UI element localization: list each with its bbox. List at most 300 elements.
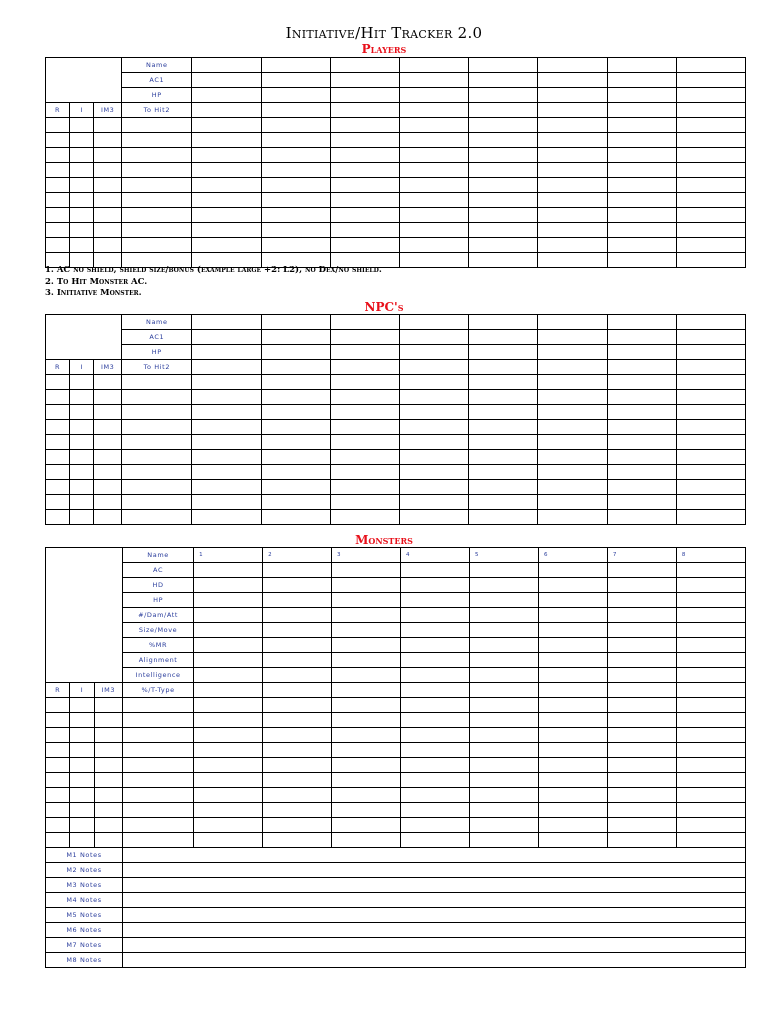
monsters-size-cell[interactable] bbox=[676, 623, 745, 638]
monsters-ac-cell[interactable] bbox=[263, 563, 332, 578]
players-data-cell[interactable] bbox=[469, 208, 538, 223]
npcs-data-cell[interactable] bbox=[122, 495, 192, 510]
npcs-hp-cell[interactable] bbox=[607, 345, 676, 360]
npcs-data-cell[interactable] bbox=[46, 465, 70, 480]
npcs-data-cell[interactable] bbox=[330, 420, 399, 435]
players-data-cell[interactable] bbox=[607, 238, 676, 253]
npcs-data-cell[interactable] bbox=[538, 435, 607, 450]
players-data-cell[interactable] bbox=[399, 133, 468, 148]
players-data-cell[interactable] bbox=[607, 178, 676, 193]
players-data-cell[interactable] bbox=[469, 178, 538, 193]
monsters-data-cell[interactable] bbox=[94, 713, 122, 728]
npcs-data-cell[interactable] bbox=[122, 450, 192, 465]
players-data-cell[interactable] bbox=[192, 118, 261, 133]
monsters-data-cell[interactable] bbox=[123, 803, 194, 818]
monsters-data-cell[interactable] bbox=[46, 833, 70, 848]
npcs-data-cell[interactable] bbox=[94, 435, 122, 450]
players-data-cell[interactable] bbox=[676, 223, 745, 238]
monsters-data-cell[interactable] bbox=[46, 818, 70, 833]
monsters-hp-cell[interactable] bbox=[194, 593, 263, 608]
monsters-data-cell[interactable] bbox=[401, 758, 470, 773]
players-to-hit-cell[interactable] bbox=[330, 103, 399, 118]
npcs-data-cell[interactable] bbox=[399, 420, 468, 435]
npcs-data-cell[interactable] bbox=[538, 480, 607, 495]
players-data-cell[interactable] bbox=[399, 208, 468, 223]
monsters-data-cell[interactable] bbox=[123, 833, 194, 848]
monsters-data-cell[interactable] bbox=[263, 698, 332, 713]
players-data-cell[interactable] bbox=[94, 163, 122, 178]
players-data-cell[interactable] bbox=[261, 133, 330, 148]
players-data-cell[interactable] bbox=[607, 208, 676, 223]
players-data-cell[interactable] bbox=[330, 118, 399, 133]
players-data-cell[interactable] bbox=[607, 163, 676, 178]
monsters-alignment-cell[interactable] bbox=[607, 653, 676, 668]
npcs-data-cell[interactable] bbox=[330, 495, 399, 510]
monster-notes-field[interactable] bbox=[123, 923, 746, 938]
players-data-cell[interactable] bbox=[70, 238, 94, 253]
monsters-data-cell[interactable] bbox=[469, 788, 538, 803]
monsters-data-cell[interactable] bbox=[194, 743, 263, 758]
players-name-cell[interactable] bbox=[607, 58, 676, 73]
players-data-cell[interactable] bbox=[70, 163, 94, 178]
players-name-cell[interactable] bbox=[538, 58, 607, 73]
monsters-data-cell[interactable] bbox=[332, 728, 401, 743]
monsters-size-cell[interactable] bbox=[607, 623, 676, 638]
monsters-intelligence-cell[interactable] bbox=[676, 668, 745, 683]
players-data-cell[interactable] bbox=[70, 193, 94, 208]
npcs-data-cell[interactable] bbox=[192, 510, 261, 525]
monsters-data-cell[interactable] bbox=[263, 728, 332, 743]
monsters-data-cell[interactable] bbox=[194, 713, 263, 728]
npcs-data-cell[interactable] bbox=[70, 465, 94, 480]
monsters-hd-cell[interactable] bbox=[676, 578, 745, 593]
monsters-intelligence-cell[interactable] bbox=[263, 668, 332, 683]
monsters-dam-cell[interactable] bbox=[676, 608, 745, 623]
monsters-data-cell[interactable] bbox=[46, 803, 70, 818]
npcs-data-cell[interactable] bbox=[469, 480, 538, 495]
players-data-cell[interactable] bbox=[538, 148, 607, 163]
players-data-cell[interactable] bbox=[676, 208, 745, 223]
players-to-hit-cell[interactable] bbox=[469, 103, 538, 118]
players-hp-cell[interactable] bbox=[607, 88, 676, 103]
npcs-data-cell[interactable] bbox=[330, 375, 399, 390]
npcs-data-cell[interactable] bbox=[122, 465, 192, 480]
players-data-cell[interactable] bbox=[261, 208, 330, 223]
players-data-cell[interactable] bbox=[122, 163, 192, 178]
players-data-cell[interactable] bbox=[192, 223, 261, 238]
npcs-data-cell[interactable] bbox=[538, 450, 607, 465]
npcs-data-cell[interactable] bbox=[399, 375, 468, 390]
monsters-mr-cell[interactable] bbox=[469, 638, 538, 653]
monsters-hp-cell[interactable] bbox=[401, 593, 470, 608]
monsters-data-cell[interactable] bbox=[401, 743, 470, 758]
npcs-name-cell[interactable] bbox=[676, 315, 745, 330]
players-data-cell[interactable] bbox=[94, 238, 122, 253]
monsters-ac-cell[interactable] bbox=[469, 563, 538, 578]
monsters-data-cell[interactable] bbox=[123, 818, 194, 833]
monsters-data-cell[interactable] bbox=[401, 713, 470, 728]
npcs-data-cell[interactable] bbox=[94, 465, 122, 480]
npcs-data-cell[interactable] bbox=[94, 420, 122, 435]
monsters-alignment-cell[interactable] bbox=[263, 653, 332, 668]
npcs-name-cell[interactable] bbox=[261, 315, 330, 330]
npcs-data-cell[interactable] bbox=[94, 375, 122, 390]
npcs-data-cell[interactable] bbox=[330, 450, 399, 465]
monsters-ac-cell[interactable] bbox=[194, 563, 263, 578]
players-data-cell[interactable] bbox=[122, 148, 192, 163]
monsters-mr-cell[interactable] bbox=[607, 638, 676, 653]
monsters-hp-cell[interactable] bbox=[332, 593, 401, 608]
monsters-mr-cell[interactable] bbox=[332, 638, 401, 653]
players-data-cell[interactable] bbox=[70, 178, 94, 193]
players-data-cell[interactable] bbox=[330, 208, 399, 223]
npcs-data-cell[interactable] bbox=[94, 405, 122, 420]
npcs-data-cell[interactable] bbox=[46, 480, 70, 495]
players-data-cell[interactable] bbox=[122, 133, 192, 148]
npcs-data-cell[interactable] bbox=[261, 420, 330, 435]
npcs-data-cell[interactable] bbox=[122, 435, 192, 450]
players-data-cell[interactable] bbox=[261, 148, 330, 163]
players-hp-cell[interactable] bbox=[192, 88, 261, 103]
monsters-data-cell[interactable] bbox=[538, 803, 607, 818]
npcs-hp-cell[interactable] bbox=[538, 345, 607, 360]
players-name-cell[interactable] bbox=[399, 58, 468, 73]
npcs-data-cell[interactable] bbox=[70, 390, 94, 405]
npcs-hp-cell[interactable] bbox=[192, 345, 261, 360]
players-name-cell[interactable] bbox=[261, 58, 330, 73]
players-data-cell[interactable] bbox=[538, 238, 607, 253]
players-data-cell[interactable] bbox=[676, 178, 745, 193]
monsters-data-cell[interactable] bbox=[676, 818, 745, 833]
players-data-cell[interactable] bbox=[70, 118, 94, 133]
players-data-cell[interactable] bbox=[399, 163, 468, 178]
players-data-cell[interactable] bbox=[607, 148, 676, 163]
monsters-data-cell[interactable] bbox=[676, 803, 745, 818]
players-data-cell[interactable] bbox=[607, 118, 676, 133]
players-data-cell[interactable] bbox=[469, 163, 538, 178]
monsters-dam-cell[interactable] bbox=[263, 608, 332, 623]
monsters-data-cell[interactable] bbox=[94, 803, 122, 818]
npcs-data-cell[interactable] bbox=[469, 420, 538, 435]
npcs-data-cell[interactable] bbox=[469, 435, 538, 450]
monsters-ac-cell[interactable] bbox=[607, 563, 676, 578]
monsters-data-cell[interactable] bbox=[123, 773, 194, 788]
monsters-size-cell[interactable] bbox=[332, 623, 401, 638]
monsters-data-cell[interactable] bbox=[469, 698, 538, 713]
npcs-data-cell[interactable] bbox=[399, 405, 468, 420]
npcs-data-cell[interactable] bbox=[192, 420, 261, 435]
npcs-data-cell[interactable] bbox=[676, 480, 745, 495]
monsters-data-cell[interactable] bbox=[70, 743, 94, 758]
players-hp-cell[interactable] bbox=[538, 88, 607, 103]
npcs-name-cell[interactable] bbox=[538, 315, 607, 330]
players-data-cell[interactable] bbox=[46, 118, 70, 133]
monsters-hd-cell[interactable] bbox=[332, 578, 401, 593]
monsters-dam-cell[interactable] bbox=[469, 608, 538, 623]
monsters-data-cell[interactable] bbox=[538, 818, 607, 833]
monsters-data-cell[interactable] bbox=[70, 818, 94, 833]
npcs-data-cell[interactable] bbox=[70, 510, 94, 525]
monsters-ac-cell[interactable] bbox=[401, 563, 470, 578]
monsters-size-cell[interactable] bbox=[469, 623, 538, 638]
monsters-data-cell[interactable] bbox=[538, 773, 607, 788]
players-data-cell[interactable] bbox=[399, 238, 468, 253]
monsters-data-cell[interactable] bbox=[263, 788, 332, 803]
npcs-data-cell[interactable] bbox=[122, 420, 192, 435]
npcs-data-cell[interactable] bbox=[70, 435, 94, 450]
monsters-data-cell[interactable] bbox=[46, 728, 70, 743]
monsters-data-cell[interactable] bbox=[332, 818, 401, 833]
monsters-data-cell[interactable] bbox=[676, 728, 745, 743]
players-data-cell[interactable] bbox=[192, 208, 261, 223]
monsters-data-cell[interactable] bbox=[401, 818, 470, 833]
monsters-data-cell[interactable] bbox=[469, 818, 538, 833]
monsters-data-cell[interactable] bbox=[46, 788, 70, 803]
npcs-data-cell[interactable] bbox=[94, 480, 122, 495]
players-data-cell[interactable] bbox=[538, 133, 607, 148]
monsters-data-cell[interactable] bbox=[607, 713, 676, 728]
npcs-name-cell[interactable] bbox=[469, 315, 538, 330]
npcs-data-cell[interactable] bbox=[676, 495, 745, 510]
monsters-data-cell[interactable] bbox=[469, 728, 538, 743]
npcs-data-cell[interactable] bbox=[46, 435, 70, 450]
monsters-data-cell[interactable] bbox=[332, 803, 401, 818]
monsters-data-cell[interactable] bbox=[123, 743, 194, 758]
npcs-data-cell[interactable] bbox=[192, 465, 261, 480]
players-data-cell[interactable] bbox=[192, 148, 261, 163]
monsters-data-cell[interactable] bbox=[123, 728, 194, 743]
players-data-cell[interactable] bbox=[46, 133, 70, 148]
players-data-cell[interactable] bbox=[46, 178, 70, 193]
monsters-intelligence-cell[interactable] bbox=[194, 668, 263, 683]
players-data-cell[interactable] bbox=[469, 238, 538, 253]
monsters-data-cell[interactable] bbox=[194, 773, 263, 788]
npcs-data-cell[interactable] bbox=[469, 450, 538, 465]
monsters-data-cell[interactable] bbox=[123, 713, 194, 728]
npcs-data-cell[interactable] bbox=[261, 405, 330, 420]
players-data-cell[interactable] bbox=[469, 148, 538, 163]
monsters-hp-cell[interactable] bbox=[469, 593, 538, 608]
players-data-cell[interactable] bbox=[46, 223, 70, 238]
players-name-cell[interactable] bbox=[469, 58, 538, 73]
players-data-cell[interactable] bbox=[192, 238, 261, 253]
monsters-data-cell[interactable] bbox=[538, 833, 607, 848]
players-hp-cell[interactable] bbox=[676, 88, 745, 103]
monsters-size-cell[interactable] bbox=[194, 623, 263, 638]
players-data-cell[interactable] bbox=[330, 193, 399, 208]
npcs-data-cell[interactable] bbox=[330, 390, 399, 405]
monsters-data-cell[interactable] bbox=[194, 833, 263, 848]
monsters-hp-cell[interactable] bbox=[538, 593, 607, 608]
npcs-data-cell[interactable] bbox=[46, 420, 70, 435]
players-data-cell[interactable] bbox=[538, 208, 607, 223]
monsters-ac-cell[interactable] bbox=[332, 563, 401, 578]
monsters-data-cell[interactable] bbox=[676, 758, 745, 773]
players-data-cell[interactable] bbox=[122, 238, 192, 253]
monsters-hd-cell[interactable] bbox=[538, 578, 607, 593]
monster-number-cell[interactable]: 8 bbox=[676, 548, 745, 563]
players-data-cell[interactable] bbox=[676, 118, 745, 133]
players-data-cell[interactable] bbox=[330, 133, 399, 148]
monsters-data-cell[interactable] bbox=[332, 758, 401, 773]
npcs-data-cell[interactable] bbox=[46, 495, 70, 510]
monsters-data-cell[interactable] bbox=[469, 743, 538, 758]
npcs-data-cell[interactable] bbox=[46, 390, 70, 405]
monsters-data-cell[interactable] bbox=[401, 803, 470, 818]
npcs-data-cell[interactable] bbox=[676, 510, 745, 525]
npcs-data-cell[interactable] bbox=[261, 495, 330, 510]
npcs-data-cell[interactable] bbox=[538, 420, 607, 435]
monsters-type-cell[interactable] bbox=[194, 683, 263, 698]
npcs-data-cell[interactable] bbox=[469, 465, 538, 480]
npcs-data-cell[interactable] bbox=[676, 390, 745, 405]
monsters-alignment-cell[interactable] bbox=[401, 653, 470, 668]
npcs-data-cell[interactable] bbox=[261, 375, 330, 390]
npcs-data-cell[interactable] bbox=[538, 465, 607, 480]
monsters-data-cell[interactable] bbox=[538, 728, 607, 743]
players-data-cell[interactable] bbox=[94, 178, 122, 193]
npcs-data-cell[interactable] bbox=[676, 420, 745, 435]
monsters-type-cell[interactable] bbox=[263, 683, 332, 698]
monsters-data-cell[interactable] bbox=[70, 698, 94, 713]
npcs-data-cell[interactable] bbox=[607, 495, 676, 510]
players-name-cell[interactable] bbox=[676, 58, 745, 73]
npcs-data-cell[interactable] bbox=[399, 510, 468, 525]
monsters-data-cell[interactable] bbox=[676, 833, 745, 848]
players-data-cell[interactable] bbox=[122, 193, 192, 208]
monsters-data-cell[interactable] bbox=[70, 833, 94, 848]
monsters-data-cell[interactable] bbox=[94, 788, 122, 803]
npcs-data-cell[interactable] bbox=[94, 510, 122, 525]
npcs-to-hit-cell[interactable] bbox=[261, 360, 330, 375]
npcs-data-cell[interactable] bbox=[70, 495, 94, 510]
monsters-data-cell[interactable] bbox=[46, 758, 70, 773]
monsters-data-cell[interactable] bbox=[607, 728, 676, 743]
monsters-hd-cell[interactable] bbox=[607, 578, 676, 593]
npcs-to-hit-cell[interactable] bbox=[192, 360, 261, 375]
npcs-data-cell[interactable] bbox=[330, 465, 399, 480]
npcs-data-cell[interactable] bbox=[192, 405, 261, 420]
npcs-data-cell[interactable] bbox=[469, 375, 538, 390]
monsters-hd-cell[interactable] bbox=[263, 578, 332, 593]
monsters-data-cell[interactable] bbox=[263, 758, 332, 773]
monster-number-cell[interactable]: 6 bbox=[538, 548, 607, 563]
monsters-data-cell[interactable] bbox=[194, 728, 263, 743]
monsters-mr-cell[interactable] bbox=[538, 638, 607, 653]
npcs-data-cell[interactable] bbox=[192, 435, 261, 450]
monsters-intelligence-cell[interactable] bbox=[469, 668, 538, 683]
npcs-data-cell[interactable] bbox=[122, 375, 192, 390]
players-data-cell[interactable] bbox=[676, 163, 745, 178]
npcs-data-cell[interactable] bbox=[399, 465, 468, 480]
monster-number-cell[interactable]: 1 bbox=[194, 548, 263, 563]
players-data-cell[interactable] bbox=[399, 193, 468, 208]
npcs-name-cell[interactable] bbox=[330, 315, 399, 330]
players-name-cell[interactable] bbox=[192, 58, 261, 73]
players-hp-cell[interactable] bbox=[330, 88, 399, 103]
monsters-intelligence-cell[interactable] bbox=[607, 668, 676, 683]
players-data-cell[interactable] bbox=[94, 223, 122, 238]
players-to-hit-cell[interactable] bbox=[261, 103, 330, 118]
players-data-cell[interactable] bbox=[538, 163, 607, 178]
npcs-data-cell[interactable] bbox=[399, 435, 468, 450]
npcs-hp-cell[interactable] bbox=[261, 345, 330, 360]
monsters-data-cell[interactable] bbox=[94, 818, 122, 833]
npcs-data-cell[interactable] bbox=[607, 450, 676, 465]
monsters-data-cell[interactable] bbox=[676, 698, 745, 713]
players-name-cell[interactable] bbox=[330, 58, 399, 73]
npcs-data-cell[interactable] bbox=[122, 480, 192, 495]
players-to-hit-cell[interactable] bbox=[538, 103, 607, 118]
monsters-alignment-cell[interactable] bbox=[469, 653, 538, 668]
monsters-type-cell[interactable] bbox=[332, 683, 401, 698]
npcs-data-cell[interactable] bbox=[469, 405, 538, 420]
npcs-data-cell[interactable] bbox=[192, 375, 261, 390]
players-data-cell[interactable] bbox=[538, 178, 607, 193]
monsters-data-cell[interactable] bbox=[46, 713, 70, 728]
players-data-cell[interactable] bbox=[192, 133, 261, 148]
players-data-cell[interactable] bbox=[261, 118, 330, 133]
monsters-data-cell[interactable] bbox=[538, 713, 607, 728]
players-data-cell[interactable] bbox=[607, 253, 676, 268]
npcs-to-hit-cell[interactable] bbox=[607, 360, 676, 375]
npcs-to-hit-cell[interactable] bbox=[538, 360, 607, 375]
monsters-data-cell[interactable] bbox=[332, 788, 401, 803]
players-data-cell[interactable] bbox=[469, 193, 538, 208]
monsters-mr-cell[interactable] bbox=[676, 638, 745, 653]
monsters-type-cell[interactable] bbox=[469, 683, 538, 698]
npcs-data-cell[interactable] bbox=[538, 495, 607, 510]
players-data-cell[interactable] bbox=[399, 178, 468, 193]
monsters-alignment-cell[interactable] bbox=[538, 653, 607, 668]
npcs-data-cell[interactable] bbox=[607, 405, 676, 420]
monsters-data-cell[interactable] bbox=[469, 758, 538, 773]
npcs-to-hit-cell[interactable] bbox=[469, 360, 538, 375]
monster-notes-field[interactable] bbox=[123, 878, 746, 893]
npcs-data-cell[interactable] bbox=[70, 420, 94, 435]
monsters-data-cell[interactable] bbox=[401, 788, 470, 803]
players-data-cell[interactable] bbox=[94, 193, 122, 208]
monsters-data-cell[interactable] bbox=[263, 833, 332, 848]
players-data-cell[interactable] bbox=[676, 238, 745, 253]
npcs-data-cell[interactable] bbox=[94, 495, 122, 510]
monsters-data-cell[interactable] bbox=[676, 743, 745, 758]
monsters-mr-cell[interactable] bbox=[194, 638, 263, 653]
players-data-cell[interactable] bbox=[538, 118, 607, 133]
npcs-to-hit-cell[interactable] bbox=[399, 360, 468, 375]
monsters-mr-cell[interactable] bbox=[263, 638, 332, 653]
monsters-data-cell[interactable] bbox=[46, 698, 70, 713]
players-data-cell[interactable] bbox=[676, 193, 745, 208]
players-data-cell[interactable] bbox=[399, 118, 468, 133]
npcs-data-cell[interactable] bbox=[469, 495, 538, 510]
npcs-data-cell[interactable] bbox=[122, 390, 192, 405]
monsters-alignment-cell[interactable] bbox=[332, 653, 401, 668]
monsters-data-cell[interactable] bbox=[332, 773, 401, 788]
npcs-to-hit-cell[interactable] bbox=[330, 360, 399, 375]
monsters-data-cell[interactable] bbox=[538, 698, 607, 713]
npcs-data-cell[interactable] bbox=[46, 405, 70, 420]
monsters-data-cell[interactable] bbox=[469, 713, 538, 728]
players-hp-cell[interactable] bbox=[261, 88, 330, 103]
npcs-data-cell[interactable] bbox=[122, 510, 192, 525]
players-data-cell[interactable] bbox=[122, 178, 192, 193]
npcs-data-cell[interactable] bbox=[399, 480, 468, 495]
monsters-data-cell[interactable] bbox=[401, 728, 470, 743]
monsters-hd-cell[interactable] bbox=[469, 578, 538, 593]
npcs-data-cell[interactable] bbox=[261, 390, 330, 405]
players-data-cell[interactable] bbox=[94, 208, 122, 223]
